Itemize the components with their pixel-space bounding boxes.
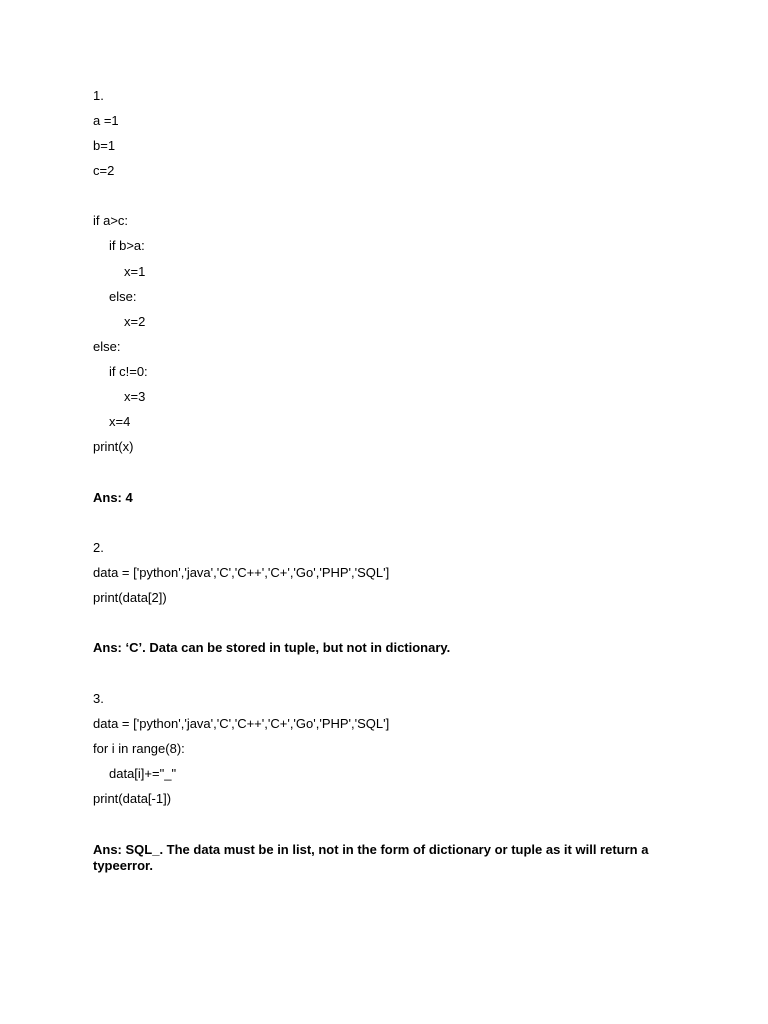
code-line: print(data[-1]) <box>93 791 172 806</box>
question-2-number: 2. <box>93 540 104 555</box>
code-line: if c!=0: <box>109 364 148 379</box>
question-3-answer: Ans: SQL_. The data must be in list, not in the form of dictionary or tuple as it will return a typeerror. <box>93 842 649 873</box>
code-line: data = ['python','java','C','C++','C+','Go','PHP','SQL'] <box>93 716 390 731</box>
code-line: x=2 <box>124 314 146 329</box>
code-line: if b>a: <box>109 238 145 253</box>
code-line: x=1 <box>124 264 146 279</box>
question-1-number: 1. <box>93 88 104 103</box>
code-line: c=2 <box>93 163 115 178</box>
code-line: if a>c: <box>93 213 129 228</box>
code-line: else: <box>93 339 121 354</box>
question-1-answer: Ans: 4 <box>93 490 133 505</box>
code-line: print(x) <box>93 439 134 454</box>
code-line: a =1 <box>93 113 119 128</box>
code-line: for i in range(8): <box>93 741 185 756</box>
code-line: b=1 <box>93 138 116 153</box>
code-line: data = ['python','java','C','C++','C+','Go','PHP','SQL'] <box>93 565 390 580</box>
code-line: x=4 <box>109 414 131 429</box>
code-line: data[i]+="_" <box>109 766 177 781</box>
question-3-number: 3. <box>93 691 104 706</box>
code-line: x=3 <box>124 389 146 404</box>
code-line: print(data[2]) <box>93 590 167 605</box>
code-line: else: <box>109 289 137 304</box>
question-2-answer: Ans: ‘C’. Data can be stored in tuple, but not in dictionary. <box>93 640 451 655</box>
